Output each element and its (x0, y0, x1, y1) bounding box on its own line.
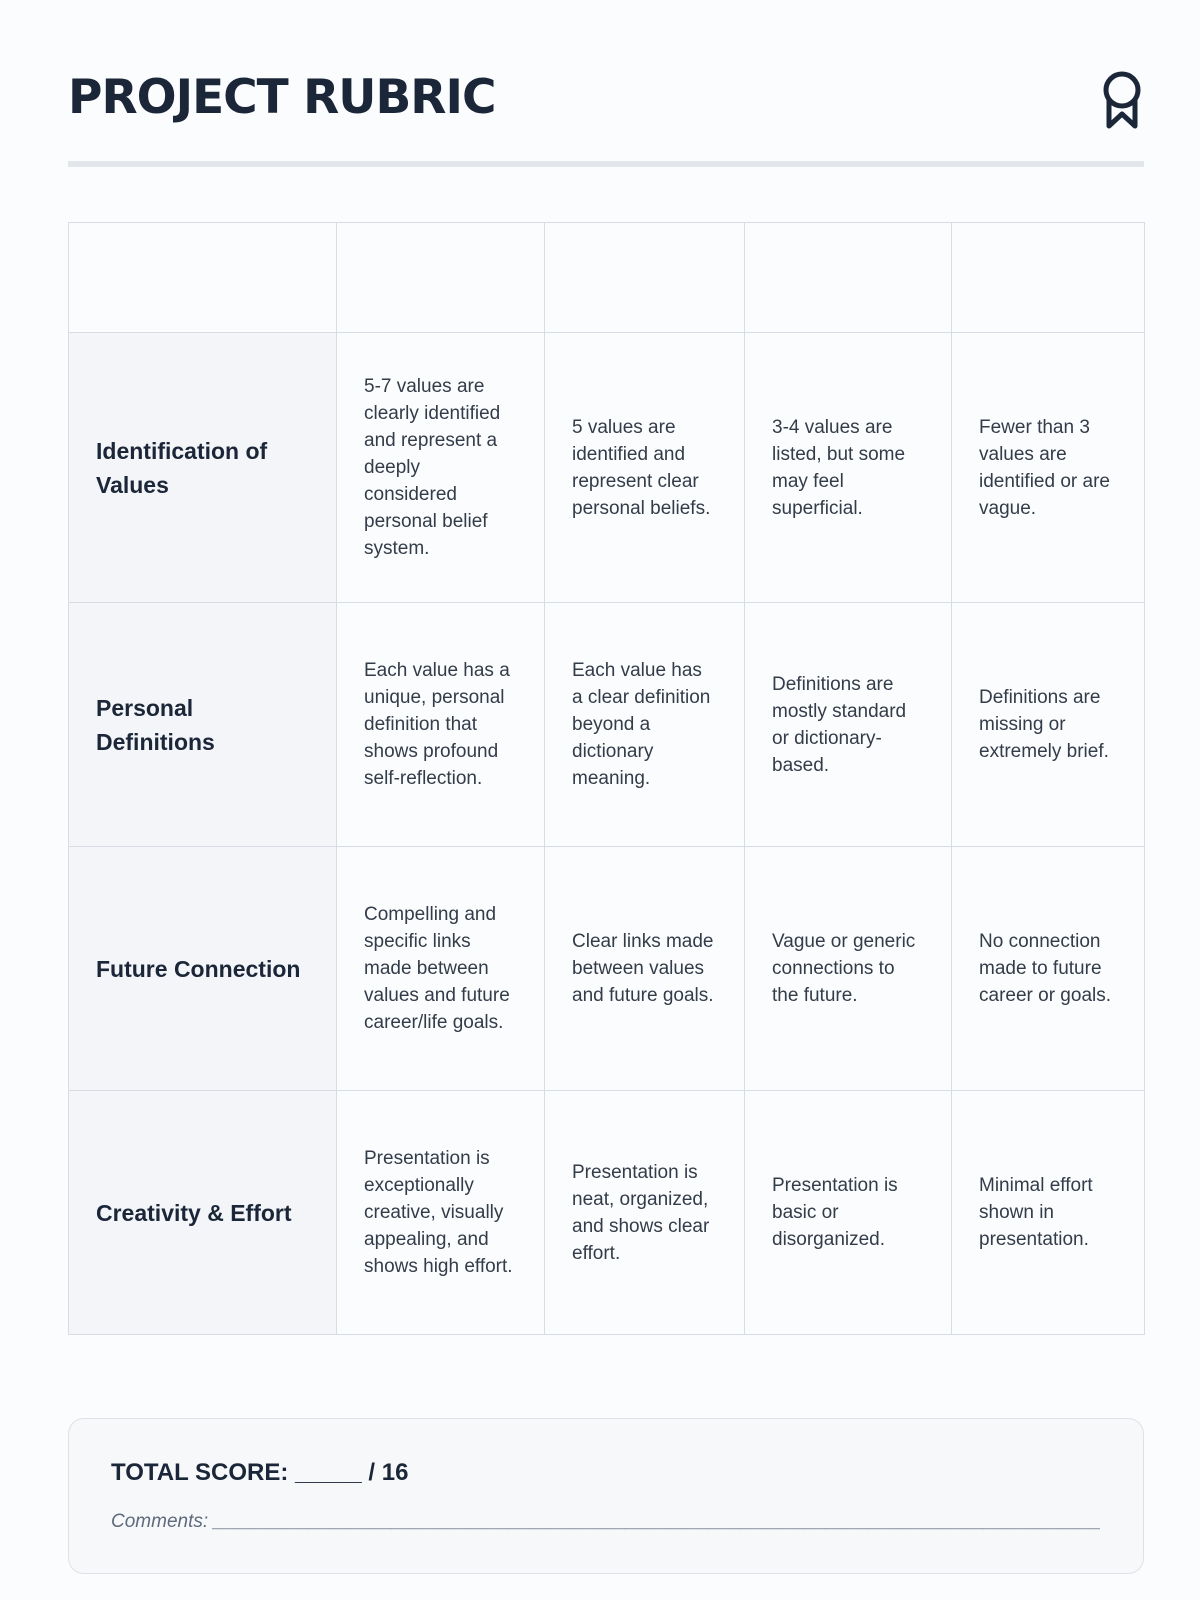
level-2-description: Each value has a clear definition beyond a dictionary meaning. (545, 603, 745, 847)
level-2-description: Presentation is neat, organized, and shows clear effort. (545, 1091, 745, 1335)
level-4-description: Definitions are missing or extremely brief. (952, 603, 1145, 847)
rubric-row-future (69, 847, 1145, 1091)
header-cell-level-3 (745, 223, 952, 333)
score-summary-box (68, 1418, 1144, 1574)
level-1-description: Each value has a unique, personal definition that shows profound self-reflection. (337, 603, 545, 847)
rubric-row-definitions (69, 603, 1145, 847)
level-2-description: 5 values are identified and represent clear personal beliefs. (545, 333, 745, 603)
level-3-description: Presentation is basic or disorganized. (745, 1091, 952, 1335)
level-4-description: No connection made to future career or goals. (952, 847, 1145, 1091)
level-4-description: Fewer than 3 values are identified or are vague. (952, 333, 1145, 603)
level-4-description: Minimal effort shown in presentation. (952, 1091, 1145, 1335)
header-cell-level-1 (337, 223, 545, 333)
header-cell-criteria (69, 223, 337, 333)
total-score-label: TOTAL SCORE: _____ / 16 (111, 1459, 409, 1486)
header-cell-level-2 (545, 223, 745, 333)
level-3-description: Definitions are mostly standard or dictionary-based. (745, 603, 952, 847)
page-title: PROJECT RUBRIC (68, 70, 496, 125)
header-cell-level-4 (952, 223, 1145, 333)
criterion-label: Personal Definitions (69, 603, 337, 847)
rubric-header-row (69, 223, 1145, 333)
award-ribbon-icon (1100, 68, 1144, 132)
level-2-description: Clear links made between values and future goals. (545, 847, 745, 1091)
criterion-label: Future Connection (69, 847, 337, 1091)
level-1-description: Compelling and specific links made between values and future career/life goals. (337, 847, 545, 1091)
criterion-label: Creativity & Effort (69, 1091, 337, 1335)
criterion-label: Identification of Values (69, 333, 337, 603)
page-header (68, 60, 1144, 124)
comments-label: Comments: ____________________________________________________________________________________ (111, 1511, 1102, 1532)
level-1-description: Presentation is exceptionally creative, visually appealing, and shows high effort. (337, 1091, 545, 1335)
rubric-row-creativity (69, 1091, 1145, 1335)
header-divider (68, 161, 1144, 167)
level-1-description: 5-7 values are clearly identified and represent a deeply considered personal belief system. (337, 333, 545, 603)
rubric-table (68, 222, 1145, 1335)
rubric-row-identification (69, 333, 1145, 603)
level-3-description: 3-4 values are listed, but some may feel superficial. (745, 333, 952, 603)
level-3-description: Vague or generic connections to the future. (745, 847, 952, 1091)
